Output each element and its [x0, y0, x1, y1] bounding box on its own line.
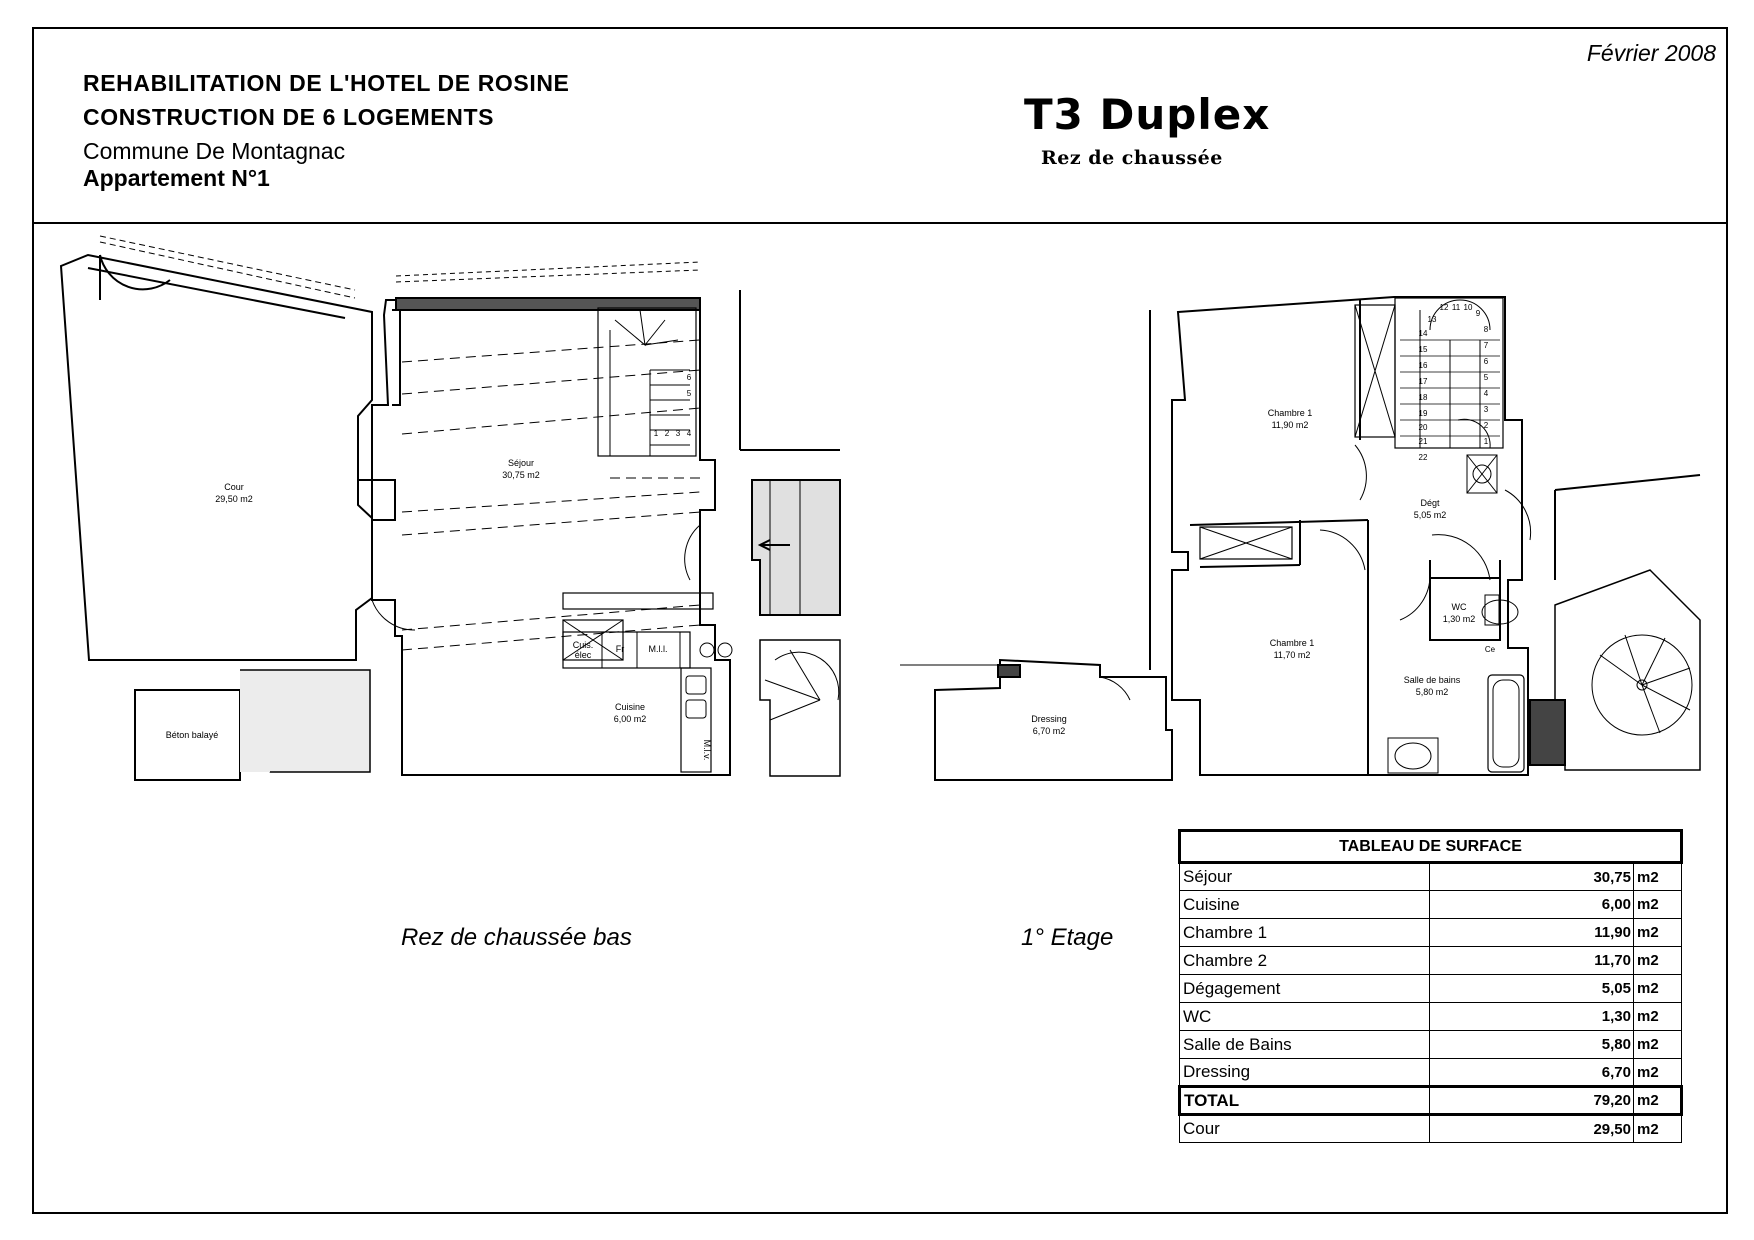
- surface-row-label: WC: [1180, 1003, 1430, 1031]
- surface-row-label: Séjour: [1180, 863, 1430, 891]
- stair-step-number: 21: [1418, 437, 1428, 446]
- appliance-fr: Fr: [615, 644, 625, 654]
- surface-row-label: TOTAL: [1180, 1087, 1430, 1115]
- surface-row-value: 11,90: [1430, 919, 1634, 947]
- stair-step-number: 3: [1483, 405, 1489, 414]
- first-floor-caption: 1° Etage: [1021, 924, 1114, 951]
- appliance-mli: M.l.l.: [648, 644, 668, 654]
- surface-row-value: 1,30: [1430, 1003, 1634, 1031]
- surface-row-unit: m2: [1634, 863, 1682, 891]
- room-degt-name: Dégt: [1420, 498, 1440, 508]
- room-sdb-name: Salle de bains: [1403, 675, 1461, 685]
- surface-table: [1178, 829, 1683, 1143]
- stair-step-number: 17: [1418, 377, 1428, 386]
- surface-row: [1180, 919, 1682, 947]
- surface-row-label: Chambre 2: [1180, 947, 1430, 975]
- room-degt-area: 5,05 m2: [1413, 510, 1447, 520]
- surface-row: [1180, 975, 1682, 1003]
- room-cour-name: Cour: [224, 482, 244, 492]
- surface-row-unit: m2: [1634, 919, 1682, 947]
- surface-row-unit: m2: [1634, 1031, 1682, 1059]
- stair-step-number: 1: [1483, 437, 1489, 446]
- stair-step-number: 4: [1483, 389, 1489, 398]
- room-chambre-a-name: Chambre 1: [1267, 408, 1313, 418]
- stair-step-number: 13: [1427, 315, 1437, 324]
- room-cour-area: 29,50 m2: [215, 494, 253, 504]
- room-chambre-a-area: 11,90 m2: [1271, 420, 1309, 430]
- apartment-label: Appartement N°1: [83, 165, 270, 191]
- surface-row-value: 29,50: [1430, 1115, 1634, 1143]
- stair-step-number: 8: [1483, 325, 1489, 334]
- stair-step-number: 10: [1463, 303, 1473, 312]
- stair-step-number: 15: [1418, 345, 1428, 354]
- appliance-cuis-elec-2: élec: [574, 650, 592, 660]
- surface-extra-row: [1180, 1115, 1682, 1143]
- room-chambre-b-name: Chambre 1: [1269, 638, 1315, 648]
- stair-step-number: 5: [1483, 373, 1489, 382]
- room-dressing-name: Dressing: [1031, 714, 1067, 724]
- room-cuisine-area: 6,00 m2: [613, 714, 647, 724]
- room-dressing-area: 6,70 m2: [1032, 726, 1066, 736]
- ground-floor-caption: Rez de chaussée bas: [401, 924, 632, 951]
- surface-row-value: 6,00: [1430, 891, 1634, 919]
- room-sdb-area: 5,80 m2: [1415, 687, 1449, 697]
- date-label: Février 2008: [1586, 40, 1716, 66]
- fixture-ce-label: Ce: [1484, 645, 1496, 654]
- stair-step-number: 14: [1418, 329, 1428, 338]
- surface-row-label: Cuisine: [1180, 891, 1430, 919]
- stair-step-number: 19: [1418, 409, 1428, 418]
- surface-table-title: TABLEAU DE SURFACE: [1180, 831, 1682, 863]
- stair-step-number: 4: [686, 429, 692, 438]
- surface-row-label: Cour: [1180, 1115, 1430, 1143]
- surface-row-label: Dressing: [1180, 1059, 1430, 1087]
- surface-row: [1180, 947, 1682, 975]
- surface-row-unit: m2: [1634, 891, 1682, 919]
- surface-row-unit: m2: [1634, 975, 1682, 1003]
- stair-step-number: 7: [1483, 341, 1489, 350]
- surface-row-value: 11,70: [1430, 947, 1634, 975]
- surface-row-value: 79,20: [1430, 1087, 1634, 1115]
- room-wc-name: WC: [1451, 602, 1467, 612]
- surface-row-value: 6,70: [1430, 1059, 1634, 1087]
- stair-step-number: 12: [1439, 303, 1449, 312]
- room-chambre-b-area: 11,70 m2: [1273, 650, 1311, 660]
- surface-total-row: [1180, 1087, 1682, 1115]
- surface-row-unit: m2: [1634, 1115, 1682, 1143]
- room-beton-name: Béton balayé: [165, 730, 219, 740]
- room-sejour-area: 30,75 m2: [502, 470, 540, 480]
- surface-row-unit: m2: [1634, 1059, 1682, 1087]
- project-title-line2: CONSTRUCTION DE 6 LOGEMENTS: [83, 104, 495, 130]
- surface-row-unit: m2: [1634, 947, 1682, 975]
- surface-row: [1180, 1031, 1682, 1059]
- stair-step-number: 9: [1475, 309, 1481, 318]
- surface-row: [1180, 1003, 1682, 1031]
- surface-row: [1180, 863, 1682, 891]
- stair-step-number: 11: [1451, 303, 1461, 312]
- stair-step-number: 5: [686, 389, 692, 398]
- apartment-type-title: T3 Duplex: [1024, 90, 1271, 139]
- room-sejour-name: Séjour: [507, 458, 535, 468]
- level-subtitle: Rez de chaussée: [1041, 147, 1223, 169]
- stair-step-number: 2: [664, 429, 670, 438]
- surface-row: [1180, 891, 1682, 919]
- surface-row-unit: m2: [1634, 1087, 1682, 1115]
- stair-step-number: 6: [1483, 357, 1489, 366]
- room-cuisine-name: Cuisine: [614, 702, 646, 712]
- surface-row-value: 5,80: [1430, 1031, 1634, 1059]
- surface-row: [1180, 1059, 1682, 1087]
- stair-step-number: 16: [1418, 361, 1428, 370]
- surface-row-value: 30,75: [1430, 863, 1634, 891]
- surface-row-label: Dégagement: [1180, 975, 1430, 1003]
- stair-step-number: 20: [1418, 423, 1428, 432]
- project-title-line1: REHABILITATION DE L'HOTEL DE ROSINE: [83, 70, 570, 96]
- room-wc-area: 1,30 m2: [1442, 614, 1476, 624]
- surface-row-unit: m2: [1634, 1003, 1682, 1031]
- stair-step-number: 22: [1418, 453, 1428, 462]
- stair-step-number: 3: [675, 429, 681, 438]
- stair-step-number: 6: [686, 373, 692, 382]
- stair-step-number: 1: [653, 429, 659, 438]
- surface-row-label: Chambre 1: [1180, 919, 1430, 947]
- appliance-cuis-elec-1: Cuis.: [572, 640, 594, 650]
- surface-row-label: Salle de Bains: [1180, 1031, 1430, 1059]
- stair-step-number: 2: [1483, 421, 1489, 430]
- appliance-mlv: M.l.v.: [702, 739, 712, 761]
- commune-label: Commune De Montagnac: [83, 138, 346, 164]
- stair-step-number: 18: [1418, 393, 1428, 402]
- surface-row-value: 5,05: [1430, 975, 1634, 1003]
